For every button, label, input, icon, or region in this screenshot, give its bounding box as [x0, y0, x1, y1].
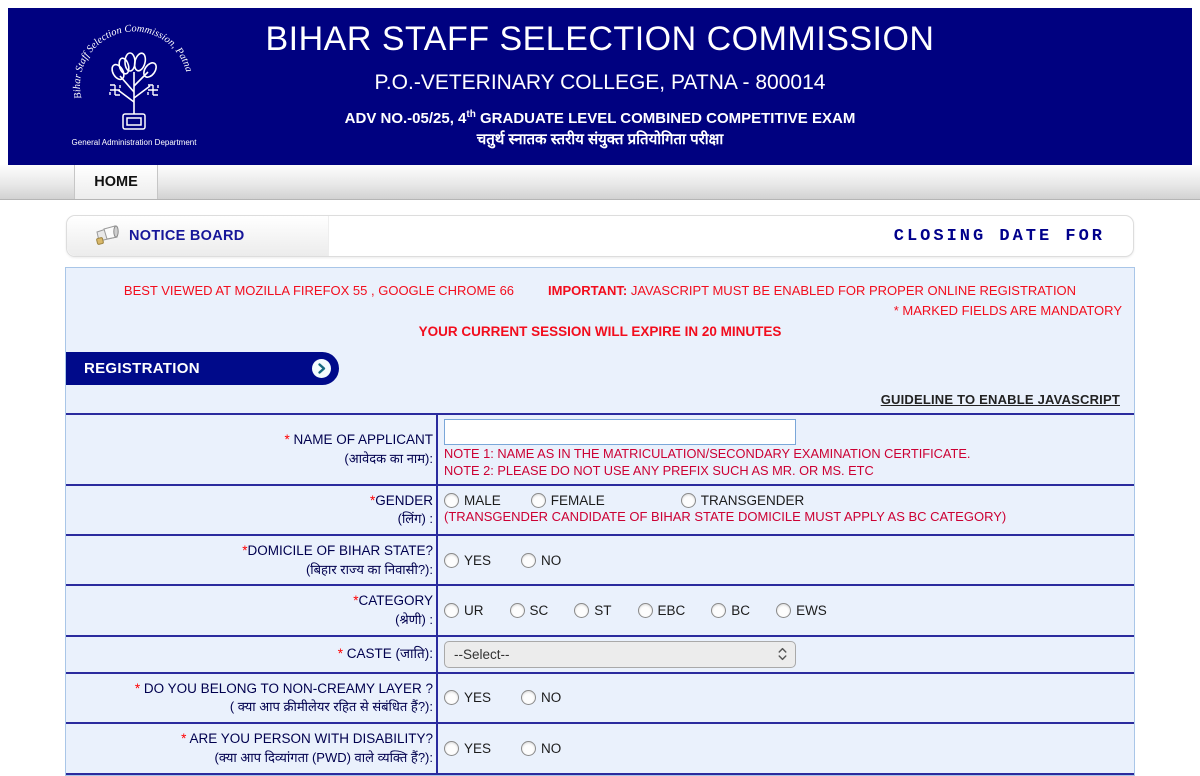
caste-label: * CASTE (जाति): [66, 637, 438, 672]
row-name-of-applicant [66, 415, 1134, 486]
select-chevrons-icon [778, 647, 787, 661]
registration-panel [65, 267, 1135, 776]
header-adv-line: ADV NO.-05/25, 4th GRADUATE LEVEL COMBINED COMPETITIVE EXAM [344, 109, 856, 127]
radio-circle-icon [776, 603, 791, 618]
creamy-yes-radio[interactable]: YES [444, 690, 491, 705]
row-category [66, 586, 1134, 636]
radio-circle-icon [521, 553, 536, 568]
megaphone-icon [93, 224, 119, 248]
domicile-yes-radio[interactable]: YES [444, 553, 491, 568]
disability-yes-radio[interactable]: YES [444, 741, 491, 756]
applicant-name-input[interactable] [444, 419, 796, 445]
radio-circle-icon [681, 493, 696, 508]
radio-circle-icon [444, 690, 459, 705]
category-ur-radio[interactable]: UR [444, 603, 484, 618]
mandatory-note: * MARKED FIELDS ARE MANDATORY [893, 303, 1122, 318]
gender-label: *GENDER (लिंग) : [66, 486, 438, 534]
gender-female-radio[interactable]: FEMALE [531, 493, 605, 508]
logo-tree-icon [110, 52, 159, 114]
category-bc-radio[interactable]: BC [711, 603, 750, 618]
menubar-spacer [0, 165, 75, 199]
radio-circle-icon [574, 603, 589, 618]
main-menubar [0, 165, 1200, 200]
notice-bar-wrap [0, 200, 1200, 267]
gender-transgender-radio[interactable]: TRANSGENDER [681, 493, 805, 508]
notice-bar [66, 215, 1134, 257]
row-non-creamy-layer [66, 674, 1134, 724]
caste-select[interactable]: --Select-- [444, 641, 796, 668]
radio-circle-icon [444, 603, 459, 618]
header-address: P.O.-VETERINARY COLLEGE, PATNA - 800014 [374, 71, 826, 94]
closing-date-marquee: CLOSING DATE FOR [893, 226, 1105, 246]
header-adv-hindi: चतुर्थ स्नातक स्तरीय संयुक्त प्रतियोगिता परीक्षा [476, 131, 724, 148]
name-note-1: NOTE 1: NAME AS IN THE MATRICULATION/SECONDARY EXAMINATION CERTIFICATE. [444, 446, 971, 461]
gender-male-radio[interactable]: MALE [444, 493, 501, 508]
registration-banner-label: REGISTRATION [84, 360, 200, 377]
category-sc-radio[interactable]: SC [510, 603, 549, 618]
row-domicile [66, 536, 1134, 586]
browser-warning: BEST VIEWED AT MOZILLA FIREFOX 55 , GOOGLE CHROME 66 IMPORTANT: JAVASCRIPT MUST BE ENABLED FOR PROPER ONLINE REGISTRATION [123, 283, 1077, 298]
arrow-right-icon [312, 359, 331, 378]
radio-circle-icon [711, 603, 726, 618]
row-disability [66, 724, 1134, 774]
category-ebc-radio[interactable]: EBC [638, 603, 686, 618]
radio-circle-icon [521, 690, 536, 705]
radio-circle-icon [531, 493, 546, 508]
name-label: * NAME OF APPLICANT (आवेदक का नाम): [66, 415, 438, 484]
gender-note: (TRANSGENDER CANDIDATE OF BIHAR STATE DOMICILE MUST APPLY AS BC CATEGORY) [444, 509, 1007, 525]
domicile-label: *DOMICILE OF BIHAR STATE? (बिहार राज्य का निवासी?): [66, 536, 438, 584]
logo-pot-icon [123, 114, 145, 129]
disability-no-radio[interactable]: NO [521, 741, 561, 756]
name-note-2: NOTE 2: PLEASE DO NOT USE ANY PREFIX SUCH AS MR. OR MS. ETC [444, 463, 874, 479]
registration-form [66, 413, 1134, 775]
row-gender [66, 486, 1134, 536]
row-caste [66, 637, 1134, 674]
page-title: BIHAR STAFF SELECTION COMMISSION [265, 20, 935, 58]
radio-circle-icon [444, 493, 459, 508]
radio-circle-icon [521, 741, 536, 756]
svg-text:Bihar Staff Selection Commissi: Bihar Staff Selection Commission, Patna [71, 23, 195, 100]
category-st-radio[interactable]: ST [574, 603, 611, 618]
notice-board-tab[interactable] [67, 216, 329, 256]
logo-department-text: General Administration Department [71, 138, 197, 147]
domicile-no-radio[interactable]: NO [521, 553, 561, 568]
bssc-logo [60, 14, 208, 162]
category-label: *CATEGORY (श्रेणी) : [66, 586, 438, 634]
guideline-javascript-link[interactable]: GUIDELINE TO ENABLE JAVASCRIPT [880, 392, 1120, 407]
page-header [8, 8, 1192, 165]
radio-circle-icon [638, 603, 653, 618]
session-warning: YOUR CURRENT SESSION WILL EXPIRE IN 20 MINUTES [418, 324, 782, 339]
creamy-label: * DO YOU BELONG TO NON-CREAMY LAYER ? ( क्या आप क्रीमीलेयर रहित से संबंधित हैं?): [66, 674, 438, 722]
disability-label: * ARE YOU PERSON WITH DISABILITY? (क्या आप दिव्यांगता (PWD) वाले व्यक्ति हैं?): [66, 724, 438, 772]
creamy-no-radio[interactable]: NO [521, 690, 561, 705]
category-ews-radio[interactable]: EWS [776, 603, 827, 618]
registration-banner [66, 352, 339, 385]
radio-circle-icon [510, 603, 525, 618]
guideline-row [66, 385, 1134, 413]
home-tab[interactable]: HOME [75, 165, 158, 199]
radio-circle-icon [444, 741, 459, 756]
radio-circle-icon [444, 553, 459, 568]
notice-board-label: NOTICE BOARD [129, 228, 245, 244]
